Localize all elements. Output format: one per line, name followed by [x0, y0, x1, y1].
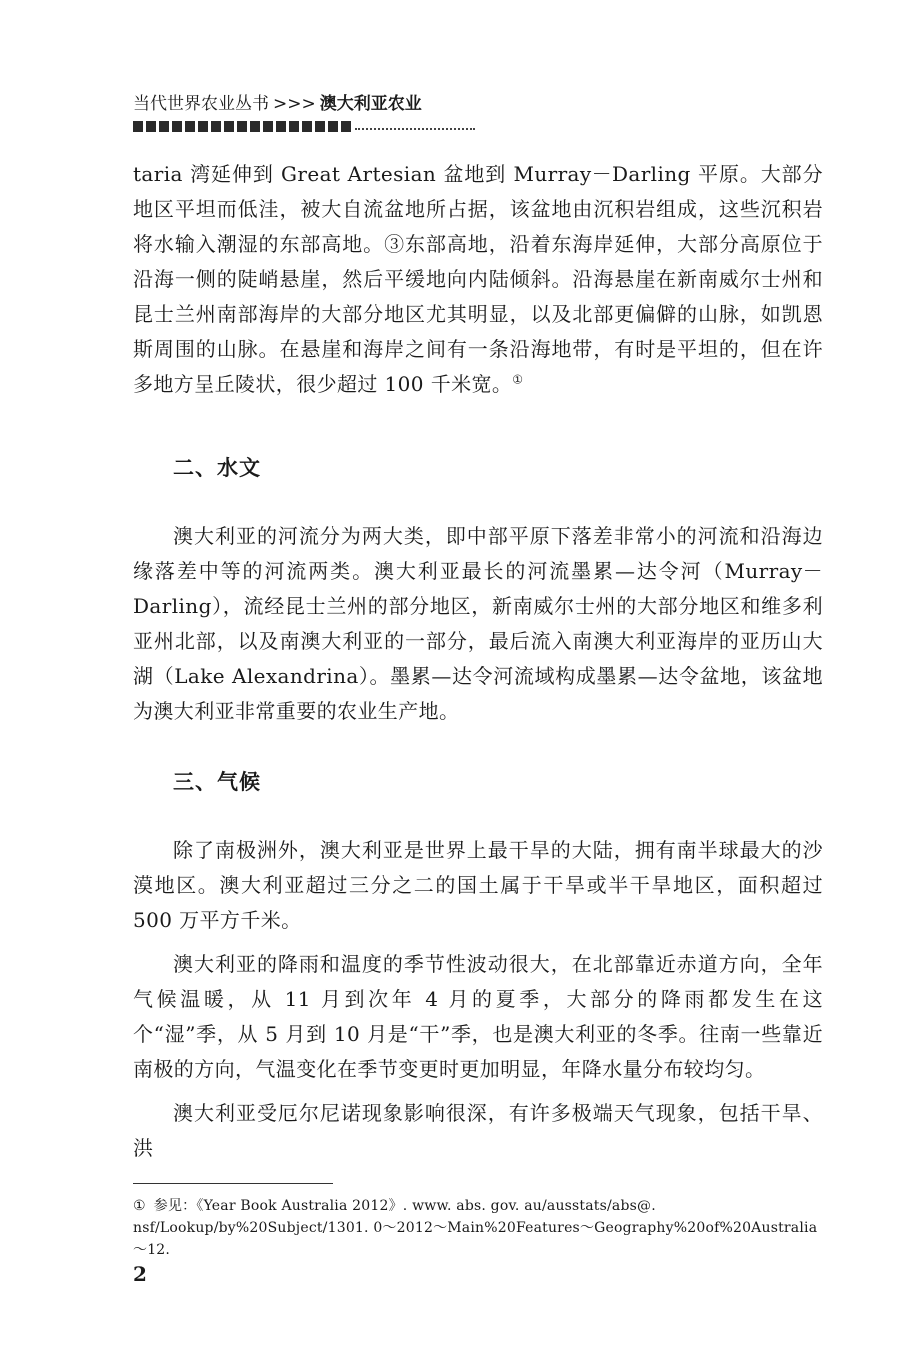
page-number: 2: [133, 1262, 147, 1286]
footnote: [133, 1195, 823, 1261]
header-decoration-bar: [133, 120, 475, 132]
hydrology-paragraph: 澳大利亚的河流分为两大类，即中部平原下落差非常小的河流和沿海边缘落差中等的河流两类。澳大利亚最长的河流墨累—达令河（Murray－Darling），流经昆士兰州的部分地区，新南威尔士州的大部分地区和维多利亚州北部，以及南澳大利亚的一部分，最后流入南澳大利亚海岸的亚历山大湖（Lake Alexandrina）。墨累—达令河流域构成墨累—达令盆地，该盆地为澳大利亚非常重要的农业生产地。: [133, 524, 823, 723]
running-header: [133, 92, 613, 116]
footnote-reference: ①: [512, 372, 524, 387]
header-block-strip: [133, 121, 351, 132]
intro-paragraph: [133, 157, 823, 402]
book-title: 澳大利亚农业: [319, 94, 422, 114]
footnote-rule: [133, 1183, 333, 1184]
section-heading-hydrology: 二、水文: [173, 456, 261, 480]
header-dotted-rule: [355, 126, 475, 130]
climate-paragraph-2: 澳大利亚的降雨和温度的季节性波动很大，在北部靠近赤道方向，全年气候温暖，从 11 月到次年 4 月的夏季，大部分的降雨都发生在这个“湿”季，从 5 月到 10 月是“干”季，也是澳大利亚的冬季。往南一些靠近南极的方向，气温变化在季节变更时更加明显，年降水量分布较均匀。: [133, 952, 823, 1081]
series-title: 当代世界农业丛书: [133, 94, 269, 114]
climate-paragraph-3: 澳大利亚受厄尔尼诺现象影响很深，有许多极端天气现象，包括干旱、洪: [133, 1101, 823, 1160]
header-separator: >>>: [273, 94, 316, 114]
section-heading-climate: 三、气候: [173, 770, 261, 794]
footnote-text: 参见：《Year Book Australia 2012》. www. abs. gov. au/ausstats/abs@. nsf/Lookup/by%20Subject/1301. 0～2012～Main%20Features～Geography%20of%20Australia～12.: [133, 1198, 818, 1258]
intro-text: taria 湾延伸到 Great Artesian 盆地到 Murray－Darling 平原。大部分地区平坦而低洼，被大自流盆地所占据，该盆地由沉积岩组成，这些沉积岩将水输入潮湿的东部高地。③东部高地，沿着东海岸延伸，大部分高原位于沿海一侧的陡峭悬崖，然后平缓地向内陆倾斜。沿海悬崖在新南威尔士州和昆士兰州南部海岸的大部分地区尤其明显，以及北部更偏僻的山脉，如凯恩斯周围的山脉。在悬崖和海岸之间有一条沿海地带，有时是平坦的，但在许多地方呈丘陵状，很少超过 100 千米宽。: [133, 162, 823, 396]
climate-paragraph-1: 除了南极洲外，澳大利亚是世界上最干旱的大陆，拥有南半球最大的沙漠地区。澳大利亚超过三分之二的国土属于干旱或半干旱地区，面积超过 500 万平方千米。: [133, 838, 823, 932]
footnote-mark: ①: [133, 1198, 146, 1214]
